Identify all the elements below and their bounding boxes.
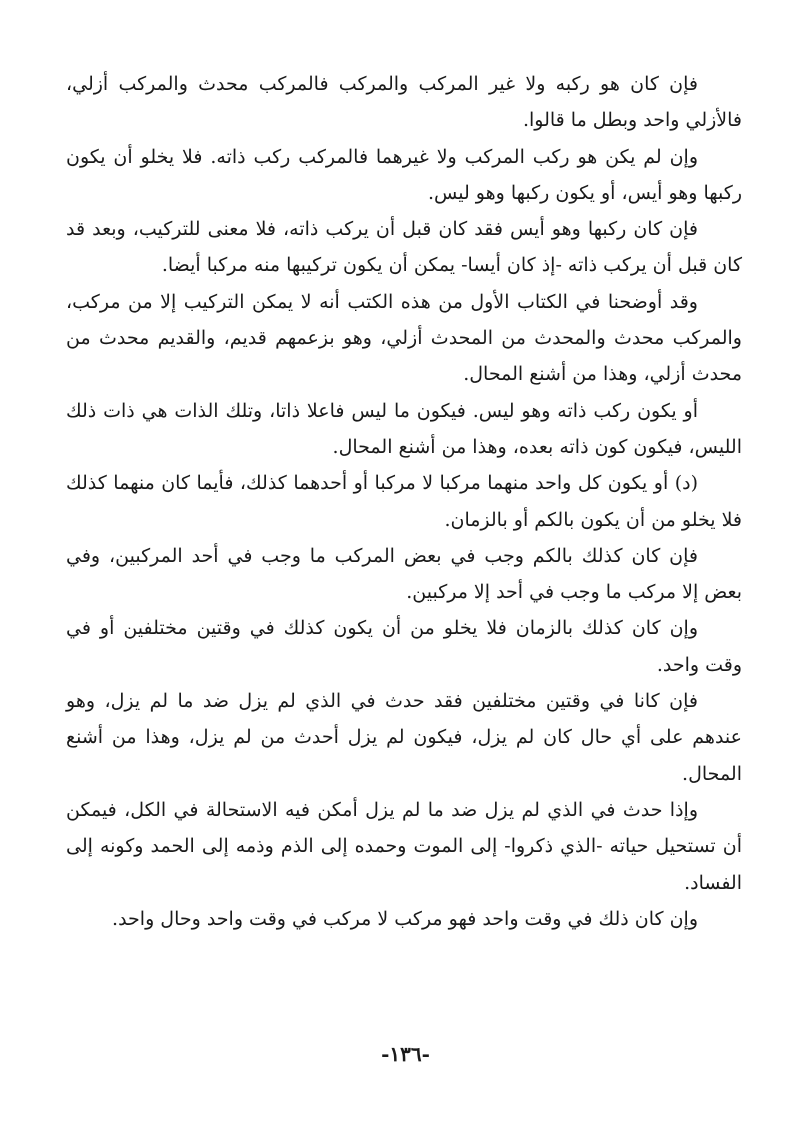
paragraph-3: فإن كان ركبها وهو أيس فقد كان قبل أن يركب ذاته، فلا معنى للتركيب، وبعد قد كان قبل أن يركب ذاته -إذ كان أيسا- يمكن أن يكون تركيبها منه مركبا أيضا.	[66, 218, 742, 277]
paragraph-10: وإذا حدث في الذي لم يزل ضد ما لم يزل أمكن فيه الاستحالة في الكل، فيمكن أن تستحيل حياته -الذي ذكروا- إلى الموت وحمده إلى الذم وذمه إلى الحمد وكونه إلى الفساد.	[66, 798, 742, 894]
paragraph-4: وقد أوضحنا في الكتاب الأول من هذه الكتب أنه لا يمكن التركيب إلا من مركب، والمركب محدث والمحدث من المحدث أزلي، وهو بزعمهم قديم، والقديم محدث من محدث أزلي، وهذا من أشنع المحال.	[66, 290, 742, 386]
paragraph-5: أو يكون ركب ذاته وهو ليس. فيكون ما ليس فاعلا ذاتا، وتلك الذات هي ذات ذلك الليس، فيكون كون ذاته بعده، وهذا من أشنع المحال.	[66, 399, 742, 458]
page-number: -١٣٦-	[381, 1042, 430, 1066]
paragraph-9: فإن كانا في وقتين مختلفين فقد حدث في الذي لم يزل ضد ما لم يزل، وهو عندهم على أي حال كان لم يزل، فيكون لم يزل أحدث من لم يزل، وهذا من أشنع المحال.	[66, 690, 742, 785]
paragraph-8: وإن كان كذلك بالزمان فلا يخلو من أن يكون كذلك في وقتين مختلفين أو في وقت واحد.	[66, 617, 742, 676]
paragraph-2: وإن لم يكن هو ركب المركب ولا غيرهما فالمركب ركب ذاته. فلا يخلو أن يكون ركبها وهو أيس، أو يكون ركبها وهو ليس.	[66, 145, 742, 204]
paragraph-7: فإن كان كذلك بالكم وجب في بعض المركب ما وجب في أحد المركبين، وفي بعض إلا مركب ما وجب في أحد إلا مركبين.	[66, 544, 742, 604]
body-text	[66, 66, 742, 937]
paragraph-11: وإن كان ذلك في وقت واحد فهو مركب لا مركب في وقت واحد وحال واحد.	[112, 907, 698, 930]
paragraph-6: (د) أو يكون كل واحد منهما مركبا لا مركبا أو أحدهما كذلك، فأيما كان منهما كذلك فلا يخلو من أن يكون بالكم أو بالزمان.	[66, 472, 742, 531]
paragraph-1: فإن كان هو ركبه ولا غير المركب والمركب فالمركب محدث والمركب أزلي، فالأزلي واحد وبطل ما قالوا.	[66, 73, 742, 132]
